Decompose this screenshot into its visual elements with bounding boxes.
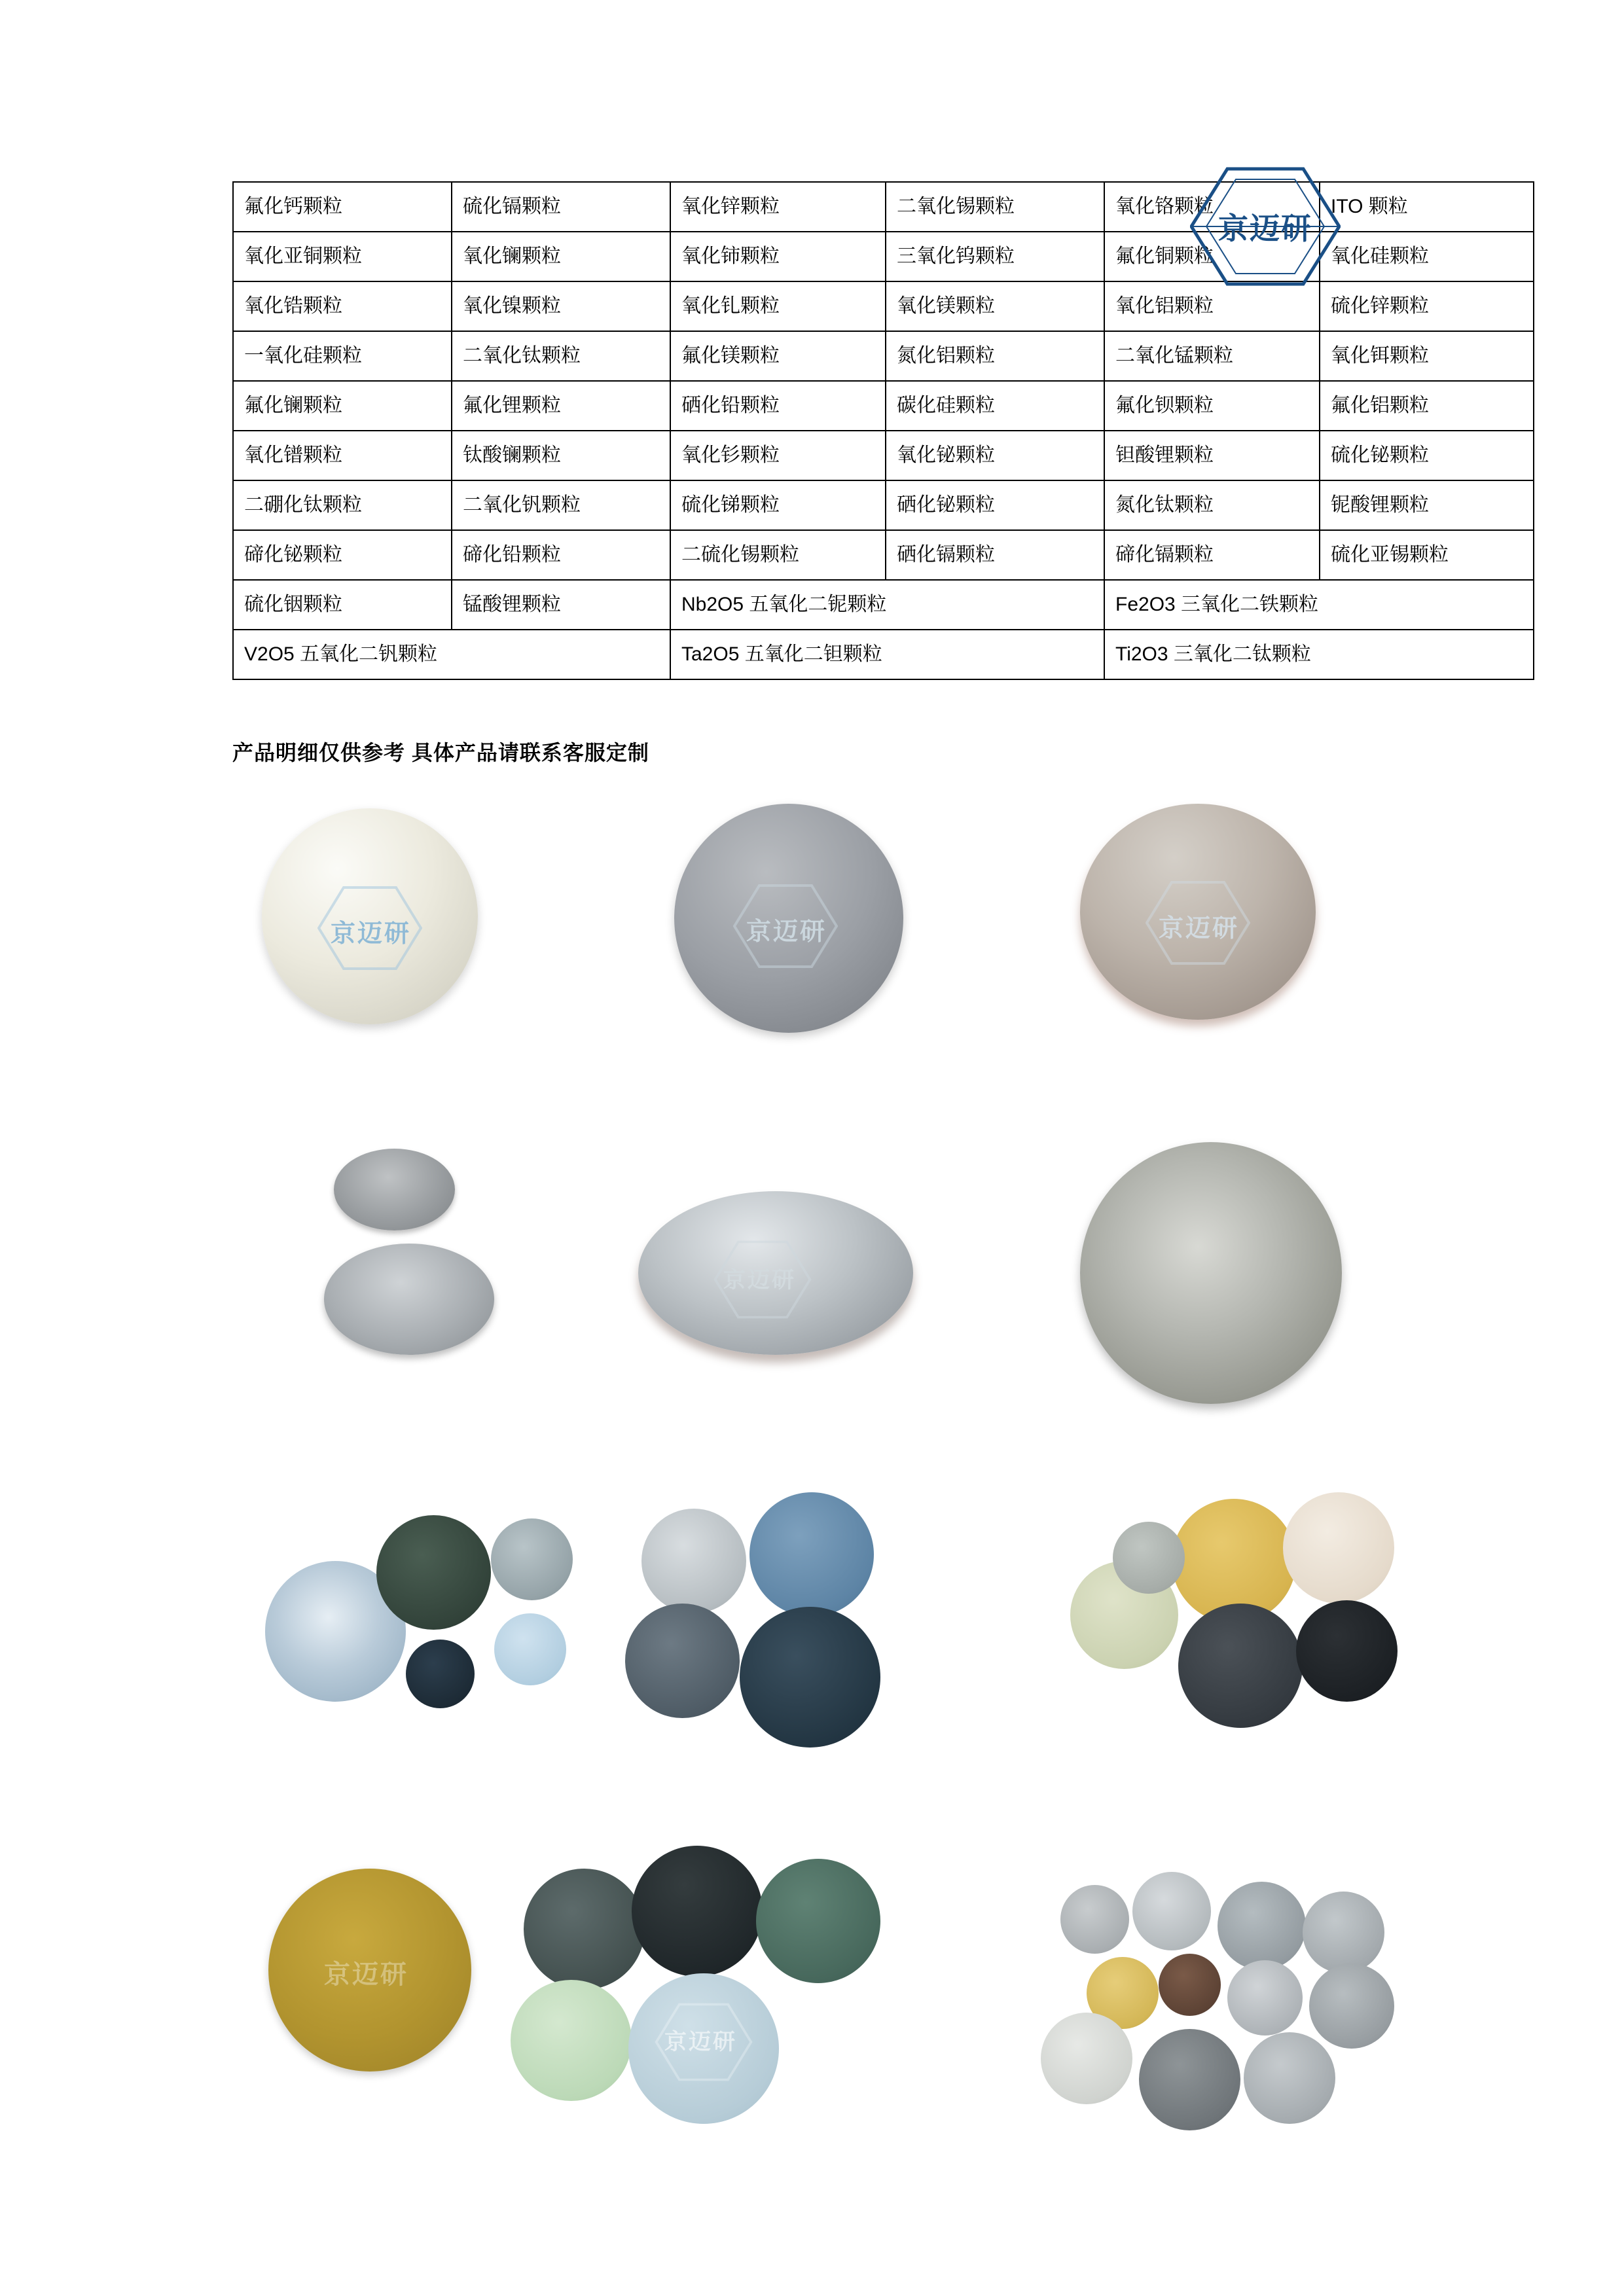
table-cell: 氧化亚铜颗粒 [233, 232, 452, 281]
table-cell: 氧化铬颗粒 [1104, 182, 1320, 232]
assorted-white-disc [1041, 2013, 1132, 2104]
product-table [232, 181, 1534, 680]
product-table-wrap [232, 181, 1449, 680]
table-row [233, 431, 1534, 480]
brushed-silver-disc [638, 1191, 913, 1355]
table-cell: Nb2O5 五氧化二铌颗粒 [670, 580, 1104, 630]
grey-blue-small-disc [491, 1518, 573, 1600]
silver-matte-disc [641, 1509, 746, 1613]
table-cell: 一氧化硅颗粒 [233, 331, 452, 381]
watermark-text: 京迈研 [331, 919, 412, 948]
steel-blue-disc [749, 1492, 874, 1617]
table-row [233, 580, 1534, 630]
dark-navy-disc [740, 1607, 880, 1748]
table-cell: Fe2O3 三氧化二铁颗粒 [1104, 580, 1534, 630]
table-cell: 氟化镧颗粒 [233, 381, 452, 431]
mint-green-disc [511, 1980, 632, 2101]
pale-blue-disc [628, 1973, 779, 2124]
assorted-disc-3 [1218, 1882, 1306, 1970]
table-cell: 氟化铝颗粒 [1320, 381, 1534, 431]
table-cell: 二氧化锰颗粒 [1104, 331, 1320, 381]
assorted-dark-disc [1139, 2029, 1240, 2130]
grey-small-disc [1113, 1522, 1185, 1594]
table-cell: 氟化镁颗粒 [670, 331, 886, 381]
table-cell: 氟化铜颗粒 [1104, 232, 1320, 281]
brand-logo-text: 京迈研 [1218, 211, 1312, 246]
assorted-disc-2 [1132, 1872, 1211, 1950]
table-cell: 氧化镧颗粒 [452, 232, 670, 281]
table-cell: 碳化硅颗粒 [886, 381, 1104, 431]
table-cell: 硫化铟颗粒 [233, 580, 452, 630]
table-cell: ITO 颗粒 [1320, 182, 1534, 232]
assorted-disc-1 [1060, 1885, 1129, 1954]
table-cell: 硫化镉颗粒 [452, 182, 670, 232]
table-cell: 硫化锌颗粒 [1320, 281, 1534, 331]
table-cell: 氧化镨颗粒 [233, 431, 452, 480]
table-cell: 氧化锆颗粒 [233, 281, 452, 331]
small-steel-disc [334, 1149, 455, 1230]
cream-white-disc [1283, 1492, 1394, 1604]
gold-large-disc [268, 1869, 471, 2072]
table-cell: 二氧化锡颗粒 [886, 182, 1104, 232]
medium-aluminum-disc [324, 1244, 494, 1355]
white-ceramic-target-disc [262, 808, 478, 1024]
table-cell: 三氧化钨颗粒 [886, 232, 1104, 281]
assorted-grey-disc [1309, 1964, 1394, 2049]
table-cell: 氧化钐颗粒 [670, 431, 886, 480]
watermark-text: 京迈研 [664, 2029, 737, 2055]
assorted-silver-disc [1227, 1960, 1303, 2036]
large-titanium-disc [1080, 1142, 1342, 1404]
table-cell: 氟化钡颗粒 [1104, 381, 1320, 431]
table-cell: Ta2O5 五氧化二钽颗粒 [670, 630, 1104, 679]
charcoal-disc [1178, 1604, 1303, 1728]
black-gloss-disc [632, 1846, 763, 1977]
table-cell: 硒化铅颗粒 [670, 381, 886, 431]
table-cell: 二氧化钒颗粒 [452, 480, 670, 530]
table-cell: 二硼化钛颗粒 [233, 480, 452, 530]
slate-grey-disc [625, 1604, 740, 1718]
table-cell: 氟化锂颗粒 [452, 381, 670, 431]
table-cell: 氧化镍颗粒 [452, 281, 670, 331]
table-row [233, 630, 1534, 679]
table-cell: Ti2O3 三氧化二钛颗粒 [1104, 630, 1534, 679]
watermark-text: 京迈研 [746, 917, 827, 946]
table-cell: 氧化硅颗粒 [1320, 232, 1534, 281]
table-cell: 氧化镁颗粒 [886, 281, 1104, 331]
table-cell: 硒化铋颗粒 [886, 480, 1104, 530]
table-cell: 氧化铈颗粒 [670, 232, 886, 281]
table-cell: 硫化亚锡颗粒 [1320, 530, 1534, 580]
table-cell: 二硫化锡颗粒 [670, 530, 886, 580]
table-cell: 二氧化钛颗粒 [452, 331, 670, 381]
table-cell: 氮化铝颗粒 [886, 331, 1104, 381]
navy-small-disc [406, 1640, 475, 1708]
table-cell: 钛酸镧颗粒 [452, 431, 670, 480]
grey-metal-target-disc [674, 804, 903, 1033]
table-cell: 氧化铋颗粒 [886, 431, 1104, 480]
table-row [233, 331, 1534, 381]
green-disc [756, 1859, 880, 1983]
table-row [233, 182, 1534, 232]
table-cell: 锰酸锂颗粒 [452, 580, 670, 630]
table-cell: 氧化锌颗粒 [670, 182, 886, 232]
table-cell: 碲化铋颗粒 [233, 530, 452, 580]
light-blue-small-disc [494, 1613, 566, 1685]
assorted-brown-disc [1159, 1954, 1221, 2016]
table-row [233, 530, 1534, 580]
table-row [233, 381, 1534, 431]
gallery-caption: 产品明细仅供参考 具体产品请联系客服定制 [232, 741, 649, 764]
table-cell: 碲化镉颗粒 [1104, 530, 1320, 580]
watermark-text: 京迈研 [1159, 914, 1240, 942]
watermark-text: 京迈研 [723, 1267, 796, 1293]
product-table-body [233, 182, 1534, 679]
table-row [233, 232, 1534, 281]
watermark-text: 京迈研 [324, 1960, 408, 1990]
black-disc [1296, 1600, 1398, 1702]
assorted-steel-disc [1244, 2032, 1335, 2124]
table-cell: 碲化铅颗粒 [452, 530, 670, 580]
table-cell: 氮化钛颗粒 [1104, 480, 1320, 530]
table-cell: 硒化镉颗粒 [886, 530, 1104, 580]
table-cell: 硫化铋颗粒 [1320, 431, 1534, 480]
table-cell: 氧化铒颗粒 [1320, 331, 1534, 381]
table-cell: V2O5 五氧化二钒颗粒 [233, 630, 670, 679]
dark-green-disc [376, 1515, 491, 1630]
table-row [233, 480, 1534, 530]
dark-teal-disc [524, 1869, 645, 1990]
table-cell: 硫化锑颗粒 [670, 480, 886, 530]
table-cell: 氧化钆颗粒 [670, 281, 886, 331]
assorted-disc-4 [1303, 1892, 1384, 1973]
bronze-metal-target-disc [1080, 804, 1316, 1020]
table-cell: 铌酸锂颗粒 [1320, 480, 1534, 530]
product-photo-gallery [196, 785, 1440, 2160]
table-cell: 钽酸锂颗粒 [1104, 431, 1320, 480]
table-cell: 氟化钙颗粒 [233, 182, 452, 232]
table-row [233, 281, 1534, 331]
table-cell: 氧化铝颗粒 [1104, 281, 1320, 331]
